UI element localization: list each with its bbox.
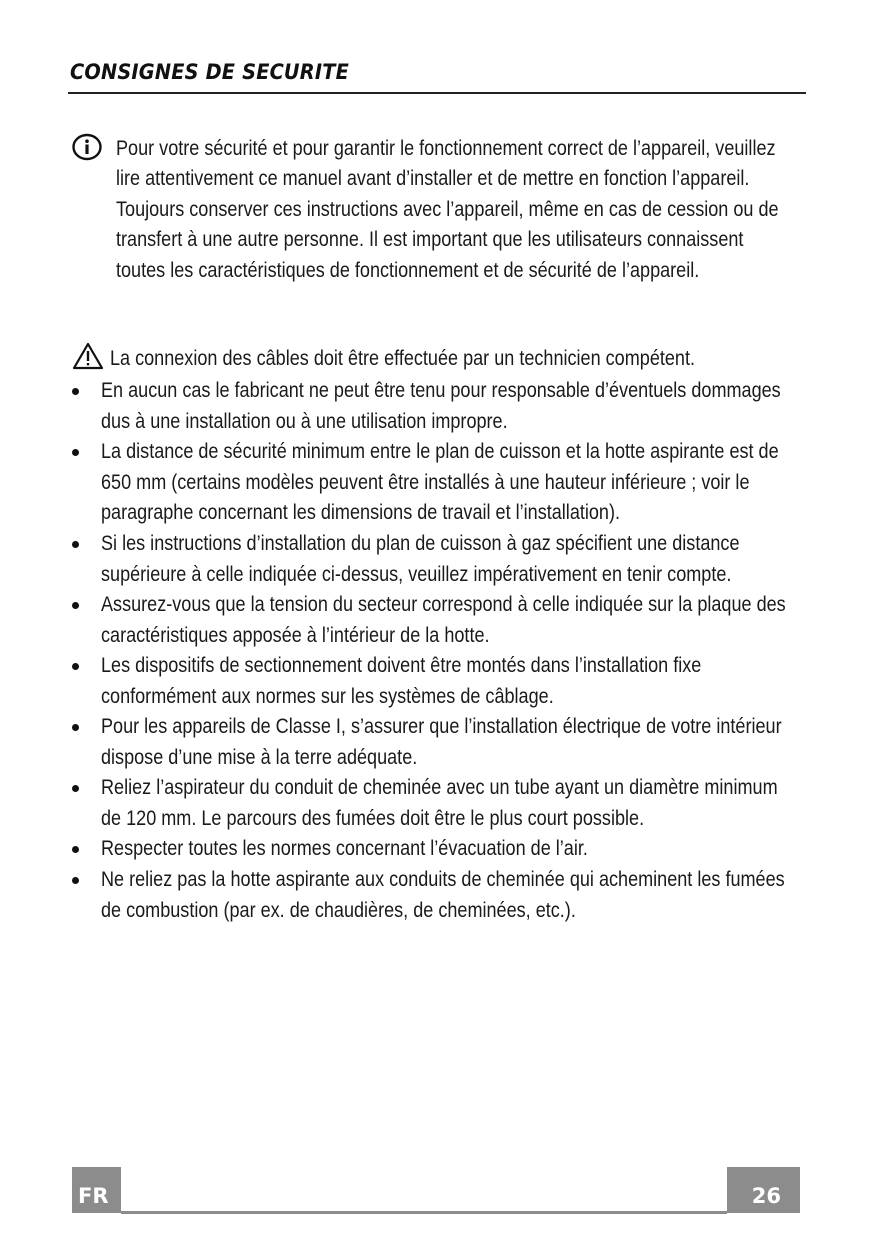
info-icon <box>72 133 102 163</box>
safety-instructions-list <box>70 375 810 925</box>
bullet-icon <box>72 663 79 670</box>
footer-divider <box>121 1211 727 1214</box>
page-number: 26 <box>727 1167 800 1213</box>
list-item: Pour les appareils de Classe I, s’assurer que l’installation électrique de votre intérieur dispose d’une mise à la terre adéquate. <box>70 711 810 772</box>
title-divider <box>68 92 806 94</box>
bullet-icon <box>72 846 79 853</box>
bullet-icon <box>72 388 79 395</box>
list-item: En aucun cas le fabricant ne peut être tenu pour responsable d’éventuels dommages dus à une installation ou à une utilisation impropre. <box>70 375 810 436</box>
list-item: Si les instructions d’installation du plan de cuisson à gaz spécifient une distance supérieure à celle indiquée ci-dessus, veuillez impérativement en tenir compte. <box>70 528 810 589</box>
bullet-icon <box>72 877 79 884</box>
page-title: CONSIGNES DE SECURITE <box>70 60 349 84</box>
list-item: Ne reliez pas la hotte aspirante aux conduits de cheminée qui acheminent les fumées de combustion (par ex. de chaudières, de cheminées, etc.). <box>70 864 810 925</box>
bullet-icon <box>72 602 79 609</box>
footer-language-tab: FR <box>72 1167 121 1213</box>
warning-text: La connexion des câbles doit être effectuée par un technicien compétent. <box>110 346 696 370</box>
warning-triangle-icon <box>72 342 104 370</box>
bullet-icon <box>72 724 79 731</box>
bullet-icon <box>72 785 79 792</box>
info-text: Pour votre sécurité et pour garantir le fonctionnement correct de l’appareil, veuillez lire attentivement ce manuel avant d’installer et de mettre en fonction l’appareil. Toujours conserver ces instructions avec l’appareil, même en cas de cession ou de transfert à une autre personne. Il est important que les utilisateurs connaissent toutes les caractéristiques de fonctionnement et de sécurité de l’appareil. <box>116 136 779 282</box>
list-item: La distance de sécurité minimum entre le plan de cuisson et la hotte aspirante est de 650 mm (certains modèles peuvent être installés à une hauteur inférieure ; voir le paragraphe concernant les dimensions de travail et l’installation). <box>70 436 810 528</box>
list-item: Reliez l’aspirateur du conduit de cheminée avec un tube ayant un diamètre minimum de 120 mm. Le parcours des fumées doit être le plus court possible. <box>70 772 810 833</box>
list-item: Les dispositifs de sectionnement doivent être montés dans l’installation fixe conformément aux normes sur les systèmes de câblage. <box>70 650 810 711</box>
list-item: Assurez-vous que la tension du secteur correspond à celle indiquée sur la plaque des caractéristiques apposée à l’intérieur de la hotte. <box>70 589 810 650</box>
list-item: Respecter toutes les normes concernant l’évacuation de l’air. <box>70 833 810 864</box>
bullet-icon <box>72 449 79 456</box>
bullet-icon <box>72 541 79 548</box>
